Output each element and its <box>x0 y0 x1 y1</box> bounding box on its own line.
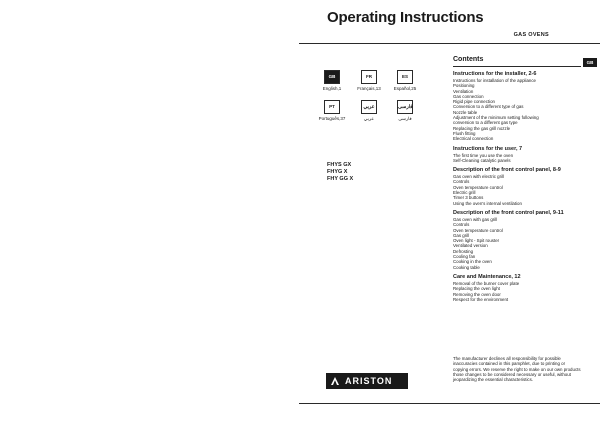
section-item: Rigid pipe connection <box>453 99 495 105</box>
language-label: Español,25 <box>393 86 417 91</box>
disclaimer-text: The manufacturer declines all responsibility for possible inaccuracies contained in this pamphlet, due to printing or copying errors. We reserve the right to make on our own products those changes to be considered necessary or useful, without jeopardizing the essential characteristics. <box>453 356 581 383</box>
section-item: Cooking table <box>453 264 480 270</box>
section-title[interactable]: Instructions for the user, 7 <box>453 145 523 152</box>
section-item: Gas oven with electric grill <box>453 174 504 180</box>
model-name: FHY GG X <box>327 176 354 182</box>
language-label: Français,13 <box>357 86 381 91</box>
section-item: Timer 3 buttons <box>453 195 484 201</box>
section-item: Respect for the environment <box>453 296 509 302</box>
section-title[interactable]: Instructions for the installer, 2-6 <box>453 71 537 77</box>
page-title: Operating Instructions <box>327 9 484 26</box>
section-item: Ventilation <box>453 88 474 94</box>
language-side-tab: GB <box>583 58 597 67</box>
language-label: فارسی <box>398 116 412 121</box>
section-item: Replacing the oven light <box>453 286 500 292</box>
section-item: Oven temperature control <box>453 184 503 190</box>
top-divider <box>299 43 600 44</box>
brand-name: ARISTON <box>345 376 393 386</box>
contents-section <box>453 167 581 206</box>
language-item-gb[interactable] <box>312 70 352 91</box>
section-item: Oven light - Spit rouster <box>453 238 500 244</box>
section-item: Gas oven with gas grill <box>453 216 498 222</box>
contents-title: Contents <box>453 56 484 63</box>
language-label: English,1 <box>322 86 342 91</box>
section-item: Instructions for installation of the appliance <box>453 78 536 83</box>
section-item: Oven temperature control <box>453 227 503 233</box>
contents-section <box>453 71 581 142</box>
section-item: Cooking in the oven <box>453 259 492 265</box>
language-code: FR <box>361 70 377 84</box>
language-label: عربي <box>363 116 375 121</box>
contents-section <box>453 146 581 164</box>
language-label: Português,37 <box>318 116 346 121</box>
language-code: ES <box>397 70 413 84</box>
section-item: The first time you use the oven <box>453 152 514 158</box>
product-type: GAS OVENS <box>513 32 549 38</box>
ariston-logo <box>326 373 408 389</box>
table-of-contents <box>453 56 581 306</box>
section-item: Using the oven's internal ventilation <box>453 200 522 206</box>
language-code: عربي <box>361 100 377 114</box>
section-item: Conversion to a different type of gas <box>453 104 524 110</box>
section-item: Controls <box>453 179 470 185</box>
section-item: Nozzle table <box>453 109 478 115</box>
section-item: Replacing the gas grill nozzle <box>453 125 511 131</box>
contents-divider <box>453 66 581 67</box>
language-item-es[interactable] <box>385 70 425 91</box>
section-item: Removal of the burner cover plate <box>453 280 520 286</box>
model-name: FHYG X <box>327 169 348 175</box>
contents-section <box>453 274 581 302</box>
section-item: Self-Cleaning catalytic panels <box>453 157 511 163</box>
section-item: Electrical connection <box>453 136 494 142</box>
section-title[interactable]: Description of the front control panel, 9-11 <box>453 209 564 216</box>
section-item: Gas connection <box>453 93 484 99</box>
section-item: Removing the oven door <box>453 291 501 297</box>
section-item: Adjustment of the minimum setting following <box>453 115 539 121</box>
bottom-divider <box>299 403 600 404</box>
section-item: Gas grill <box>453 232 470 238</box>
section-item: conversion to a different gas type <box>453 120 518 126</box>
section-item: Ventilated version <box>453 243 488 249</box>
language-item-farsi[interactable] <box>385 100 425 122</box>
contents-section <box>453 210 581 270</box>
section-item: Flush fitting <box>453 130 476 136</box>
section-item: Cooling fan <box>453 254 476 260</box>
section-title[interactable]: Care and Maintenance, 12 <box>453 273 521 280</box>
language-code: فارسی <box>397 100 413 114</box>
language-code: GB <box>324 70 340 84</box>
language-index <box>312 70 422 130</box>
language-code: PT <box>324 100 340 114</box>
section-item: Electric grill <box>453 190 476 196</box>
language-item-arabic[interactable] <box>349 100 389 122</box>
ariston-logo-icon <box>331 377 339 385</box>
model-list <box>327 162 353 183</box>
section-title[interactable]: Description of the front control panel, 8-9 <box>453 167 561 174</box>
section-item: Defrosting <box>453 248 474 254</box>
section-item: Positioning <box>453 83 475 89</box>
section-item: Controls <box>453 222 470 228</box>
model-name: FHYS GX <box>327 162 352 168</box>
language-item-pt[interactable] <box>312 100 352 121</box>
language-item-fr[interactable] <box>349 70 389 91</box>
